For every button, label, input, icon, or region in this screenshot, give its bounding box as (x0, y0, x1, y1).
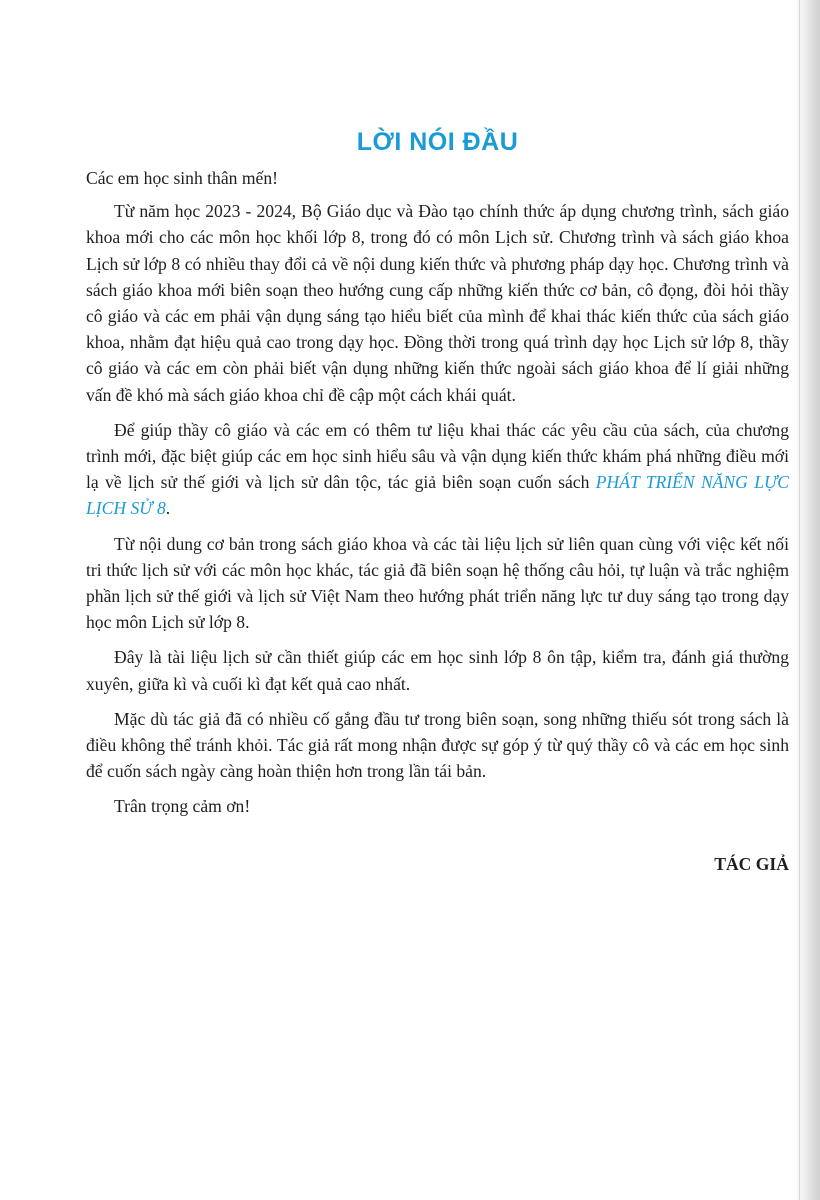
paragraph-5-text: Mặc dù tác giả đã có nhiều cố gắng đầu tư trong biên soạn, song những thiếu sót trong sách là điều không thể tránh khỏi. Tác giả rất mong nhận được sự góp ý từ quý thầy cô và các em học sinh để cuốn sách ngày càng hoàn thiện hơn trong lần tái bản. (86, 708, 789, 782)
paragraph-4-text: Đây là tài liệu lịch sử cần thiết giúp các em học sinh lớp 8 ôn tập, kiểm tra, đánh giá thường xuyên, giữa kì và cuối kì đạt kết quả cao nhất. (86, 647, 789, 694)
paragraph-2-text: Để giúp thầy cô giáo và các em có thêm tư liệu khai thác các yêu cầu của sách, của chương trình mới, đặc biệt giúp các em học sinh hiểu sâu và vận dụng kiến thức khám phá những điều mới lạ về lịch sử thế giới và lịch sử dân tộc, tác giả biên soạn cuốn sách (86, 419, 789, 493)
paragraph-2 (86, 417, 789, 522)
paragraph-1 (86, 198, 789, 408)
page-title: LỜI NÓI ĐẦU (356, 128, 519, 156)
book-title: PHÁT TRIỂN NĂNG LỰC LỊCH SỬ 8 (86, 472, 789, 519)
paragraph-3-text: Từ nội dung cơ bản trong sách giáo khoa và các tài liệu lịch sử liên quan cùng với việc kết nối tri thức lịch sử với các môn học khác, tác giả đã biên soạn hệ thống câu hỏi, tự luận và trắc nghiệm phần lịch sử thế giới và lịch sử Việt Nam theo hướng phát triển năng lực tư duy sáng tạo trong dạy học môn Lịch sử lớp 8. (86, 533, 789, 633)
paragraph-1-text: Từ năm học 2023 - 2024, Bộ Giáo dục và Đào tạo chính thức áp dụng chương trình, sách giáo khoa mới cho các môn học khối lớp 8, trong đó có môn Lịch sử. Chương trình và sách giáo khoa Lịch sử lớp 8 có nhiều thay đổi cả về nội dung kiến thức và phương pháp dạy học. Chương trình và sách giáo khoa mới biên soạn theo hướng cung cấp những kiến thức cơ bản, cô đọng, đòi hỏi thầy cô giáo và các em phải vận dụng sáng tạo hiểu biết của mình để khai thác kiến thức của sách giáo khoa, nhằm đạt hiệu quả cao trong dạy học. Đồng thời trong quá trình dạy học Lịch sử lớp 8, thầy cô giáo và các em còn phải biết vận dụng những kiến thức ngoài sách giáo khoa để lí giải những vấn đề khó mà sách giáo khoa chỉ đề cập một cách khái quát. (86, 201, 789, 405)
page-edge-line (799, 0, 800, 1200)
paragraph-3 (86, 531, 789, 636)
greeting: Các em học sinh thân mến! (86, 168, 279, 188)
closing-thanks: Trân trọng cảm ơn! (114, 796, 251, 817)
paragraph-5 (86, 706, 789, 785)
page-edge-shadow (794, 0, 820, 1200)
author-signature: TÁC GIẢ (714, 853, 789, 874)
paragraph-2-end: . (165, 498, 171, 519)
paragraph-4 (86, 644, 789, 696)
preface-page (86, 0, 789, 892)
